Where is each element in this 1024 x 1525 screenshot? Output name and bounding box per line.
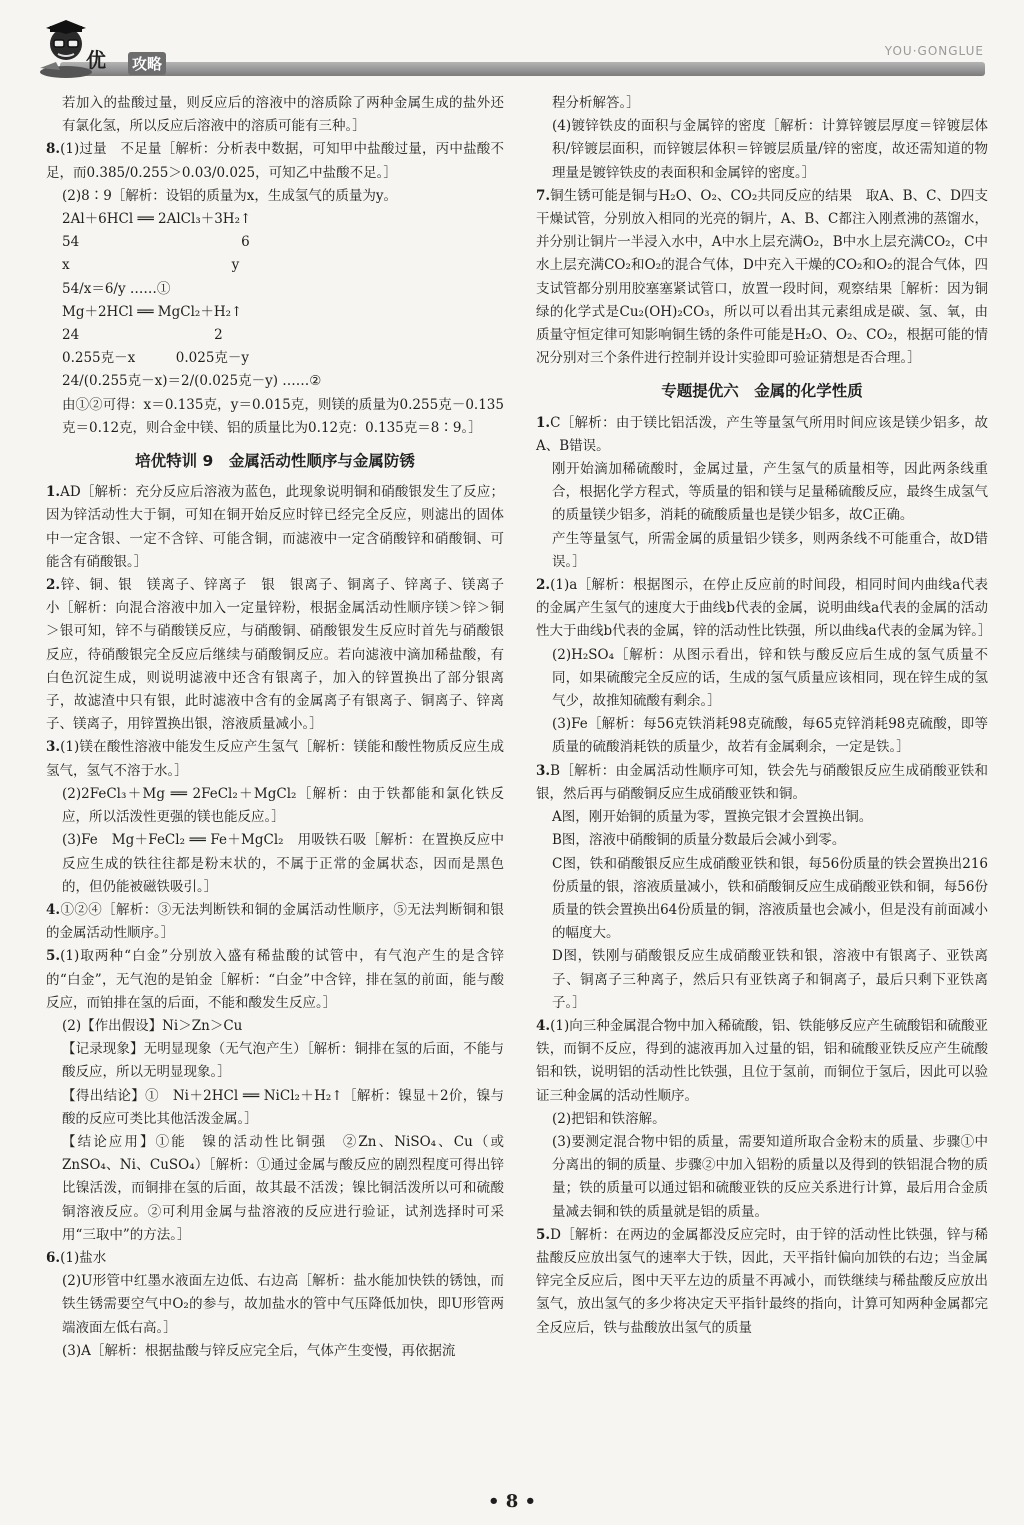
- right-column: [536, 92, 992, 1340]
- question-number: 5.: [536, 1226, 551, 1243]
- answer-paragraph: [46, 1015, 504, 1038]
- answer-text: (2)H₂SO₄［解析：从图示看出，锌和铁与酸反应后生成的氢气质量不同，如果硫酸完全反应的话，生成的氢气质量应该相同，现在锌生成的氢气少，故推知硫酸有剩余。］: [552, 646, 988, 710]
- answer-text: (2)把铝和铁溶解。: [552, 1110, 666, 1127]
- section-heading: 专题提优六 金属的化学性质: [661, 382, 863, 401]
- answer-paragraph: [46, 1131, 504, 1247]
- answer-text: (1)a［解析：根据图示，在停止反应前的时间段，相同时间内曲线a代表的金属产生氢气的速度大于曲线b代表的金属，说明曲线a代表的金属的活动性大于曲线b代表的金属，锌的活动性比铁强，所以曲线a代表的金属为锌。］: [536, 577, 992, 640]
- answer-paragraph: [46, 1340, 504, 1363]
- question-number: 4.: [46, 901, 61, 918]
- answer-paragraph: [46, 394, 504, 440]
- answer-paragraph: [536, 945, 988, 1015]
- answer-text: 【得出结论】① Ni＋2HCl ══ NiCl₂＋H₂↑［解析：镍显＋2价，镍与酸的反应可类比其他活泼金属。］: [62, 1087, 504, 1127]
- answer-paragraph: [536, 806, 988, 829]
- answer-text: B图，溶液中硝酸铜的质量分数最后会减小到零。: [552, 832, 846, 849]
- page-number: • 8 •: [487, 1491, 537, 1512]
- answer-paragraph: [46, 783, 504, 829]
- answer-text: (3)要测定混合物中铝的质量，需要知道所取合金粉末的质量、步骤①中分离出的铜的质量、步骤②中加入铝粉的质量以及得到的铁铝混合物的质量；铁的质量可以通过铝和硫酸亚铁的反应关系进行计算，最后用合金质量减去铜和铁的质量就是铝的质量。: [552, 1133, 988, 1220]
- answer-paragraph: [46, 899, 504, 945]
- answer-paragraph: [536, 1224, 988, 1340]
- answer-paragraph: [536, 1015, 988, 1108]
- answer-text: 刚开始滴加稀硫酸时，金属过量，产生氢气的质量相等，因此两条线重合，根据化学方程式，等质量的铝和镁与足量稀硫酸反应，最终生成氢气的质量镁少铝多，消耗的硫酸质量也是镁少铝多，故C正确。: [552, 461, 988, 524]
- answer-paragraph: [46, 92, 504, 138]
- answer-text: (3)A［解析：根据盐酸与锌反应完全后，气体产生变慢，再依据流: [62, 1342, 456, 1359]
- answer-text: 铜生锈可能是铜与H₂O、O₂、CO₂共同反应的结果 取A、B、C、D四支干燥试管，分别放入相同的光亮的铜片，A、B、C都注入刚煮沸的蒸馏水，并分别让铜片一半浸入水中，A中水上层充满O₂，B中水上层充满CO₂，C中水上层充满CO₂和O₂的混合气体，D中充入干燥的CO₂和O₂的混合气体，四支试管都分别用胶塞塞紧试管口，放置一段时间，观察结果［解析：因为铜绿的化学式是Cu₂(OH)₂CO₃，所以可以看出其元素组成是碳、氢、氧，由质量守恒定律可知影响铜生锈的条件可能是H₂O、O₂、CO₂，根据可能的情况分别对三个条件进行控制并设计实验即可验证猜想是否合理。］: [536, 187, 988, 367]
- answer-paragraph: [46, 574, 518, 736]
- answer-text: (3)Fe Mg＋FeCl₂ ══ Fe＋MgCl₂ 用吸铁石吸［解析：在置换反应中反应生成的铁往往都是粉末状的，不属于正常的金属状态，因而是黑色的，但仍能被磁铁吸引。］: [62, 832, 504, 895]
- answer-paragraph: [46, 278, 504, 301]
- answer-text: 程分析解答。］: [552, 95, 640, 111]
- answer-text: 54/x＝6/y ……①: [62, 280, 171, 297]
- answer-text: (4)镀锌铁皮的面积与金属锌的密度［解析：计算锌镀层厚度＝锌镀层体积/锌镀层面积，而锌镀层体积＝锌镀层质量/锌的密度，故还需知道的物理量是镀锌铁皮的表面积和金属锌的密度。］: [552, 118, 988, 181]
- answer-text: (1)镁在酸性溶液中能发生反应产生氢气［解析：镁能和酸性物质反应生成氢气，氢气不溶于水。］: [46, 739, 504, 779]
- answer-text: D［解析：在两边的金属都没反应完时，由于锌的活动性比铁强，锌与稀盐酸反应放出氢气的速率大于铁，因此，天平指针偏向加铁的右边；当金属锌完全反应后，图中天平左边的质量不再减小，而铁继续与稀盐酸反应放出氢气，放出氢气的多少将决定天平指针最终的指向，计算可知两种金属都完全反应后，铁与盐酸放出氢气的质量: [536, 1226, 988, 1336]
- answer-text: 2Al＋6HCl ══ 2AlCl₃＋3H₂↑: [62, 211, 252, 228]
- answer-paragraph: [46, 324, 504, 347]
- answer-text: 0.255克－x 0.025克－y: [62, 350, 250, 367]
- answer-paragraph: [536, 1108, 988, 1131]
- answer-text: (3)Fe［解析：每56克铁消耗98克硫酸，每65克锌消耗98克硫酸，即等质量的硫酸消耗铁的质量少，故若有金属剩余，一定是铁。］: [552, 716, 988, 756]
- answer-text: 24/(0.255克－x)＝2/(0.025克－y) ……②: [62, 373, 322, 390]
- answer-paragraph: [536, 644, 988, 714]
- answer-paragraph: [536, 528, 988, 574]
- answer-paragraph: [536, 412, 988, 458]
- answer-text: AD［解析：充分反应后溶液为蓝色，此现象说明铜和硝酸银发生了反应；因为锌活动性大于铜，可知在铜开始反应时锌已经完全反应，则滤出的固体中一定含银、一定不含锌、可能含铜，而滤液中一定含硝酸锌和硝酸铜、可能含有硝酸银。］: [46, 484, 504, 570]
- answer-paragraph: [46, 1085, 504, 1131]
- answer-paragraph: [536, 760, 988, 806]
- answer-text: (2)8∶9［解析：设铝的质量为x，生成氢气的质量为y。: [62, 187, 398, 204]
- answer-paragraph: [46, 481, 504, 574]
- answer-paragraph: [46, 301, 504, 324]
- answer-text: 【记录现象】无明显现象（无气泡产生）［解析：铜排在氢的后面，不能与酸反应，所以无明显现象。］: [62, 1041, 504, 1081]
- answer-paragraph: [46, 829, 504, 899]
- answer-paragraph: [536, 713, 988, 759]
- answer-paragraph: [46, 208, 504, 231]
- question-number: 5.: [46, 948, 61, 965]
- answer-text: (2)【作出假设】Ni＞Zn＞Cu: [62, 1017, 243, 1034]
- answer-paragraph: [46, 254, 504, 277]
- answer-text: (2)2FeCl₃＋Mg ══ 2FeCl₂＋MgCl₂［解析：由于铁都能和氯化铁反应，所以活泼性更强的镁也能反应。］: [62, 785, 504, 826]
- answer-paragraph: [536, 185, 988, 371]
- answer-text: A图，刚开始铜的质量为零，置换完银才会置换出铜。: [552, 809, 873, 826]
- answer-text: x y: [62, 257, 240, 274]
- question-number: 2.: [46, 577, 61, 594]
- answer-paragraph: [46, 138, 504, 184]
- question-number: 3.: [536, 762, 551, 779]
- answer-paragraph: [46, 945, 504, 1015]
- answer-paragraph: [46, 1270, 504, 1340]
- question-number: 1.: [536, 414, 551, 431]
- answer-paragraph: [46, 1247, 504, 1270]
- question-number: 7.: [536, 187, 551, 204]
- answer-text: 【结论应用】①能 镍的活动性比铜强 ②Zn、NiSO₄、Cu（或ZnSO₄、Ni、CuSO₄）［解析：①通过金属与酸反应的剧烈程度可得出锌比镍活泼，而铜排在氢的后面，故其最不活泼；镍比铜活泼所以可和硫酸铜溶液反应。②可利用金属与盐溶液的反应进行验证，试剂选择时可采用“三取中”的方法。］: [62, 1133, 504, 1243]
- logo-main-text: 优: [86, 48, 107, 72]
- answer-text: 由①②可得：x＝0.135克，y＝0.015克，则镁的质量为0.255克－0.135克＝0.12克，则合金中镁、铝的质量比为0.12克：0.135克＝8∶9。］: [62, 396, 504, 436]
- answer-text: 锌、铜、银 镁离子、锌离子 银 银离子、铜离子、锌离子、镁离子 小［解析：向混合溶液中加入一定量锌粉，根据金属活动性顺序镁＞锌＞铜＞银可知，锌不与硝酸镁反应，与硝酸铜、硝酸银发生反应时首先与硝酸银反应，待硝酸银完全反应后继续与硝酸铜反应。若向滤液中滴加稀盐酸，有白色沉淀生成，则说明滤液中还含有银离子，加入的锌置换出了部分银离子，故滤渣中只有银，此时滤液中含有的金属离子有银离子、铜离子、锌离子、镁离子，用锌置换出银，溶液质量减小。］: [46, 577, 518, 733]
- answer-text: D图，铁刚与硝酸银反应生成硝酸亚铁和银，溶液中有银离子、亚铁离子、铜离子三种离子，然后只有亚铁离子和铜离子，最后只剩下亚铁离子。］: [552, 948, 988, 1011]
- answer-paragraph: [536, 1131, 988, 1224]
- answer-text: C图，铁和硝酸银反应生成硝酸亚铁和银，每56份质量的铁会置换出216份质量的银，溶液质量减小，铁和硝酸铜反应生成硝酸亚铁和铜，每56份质量的铁会置换出64份质量的铜，溶液质量也会减小，但是没有前面减小的幅度大。: [552, 855, 988, 942]
- question-number: 6.: [46, 1249, 61, 1266]
- header-band: [60, 62, 985, 76]
- answer-text: (1)取两种“白金”分别放入盛有稀盐酸的试管中，有气泡产生的是含锌的“白金”，无气泡的是铂金［解析：“白金”中含锌，排在氢的前面，能与酸反应，而铂排在氢的后面，不能和酸发生反应。］: [46, 948, 504, 1011]
- section-heading: 培优特训 9 金属活动性顺序与金属防锈: [135, 452, 415, 471]
- answer-paragraph: [536, 574, 992, 644]
- answer-text: 24 2: [62, 327, 223, 344]
- answer-paragraph: [46, 231, 504, 254]
- answer-text: Mg＋2HCl ══ MgCl₂＋H₂↑: [62, 303, 243, 320]
- page-header: [0, 0, 1024, 90]
- answer-paragraph: [536, 115, 988, 185]
- question-number: 1.: [46, 484, 61, 501]
- answer-paragraph: [46, 370, 504, 393]
- answer-paragraph: [536, 853, 988, 946]
- question-number: 3.: [46, 739, 61, 756]
- answer-paragraph: [46, 736, 504, 782]
- answer-paragraph: [46, 1038, 504, 1084]
- answer-paragraph: [46, 347, 504, 370]
- answer-paragraph: [536, 829, 988, 852]
- answer-paragraph: [536, 458, 988, 528]
- answer-text: B［解析：由金属活动性顺序可知，铁会先与硝酸银反应生成硝酸亚铁和银，然后再与硝酸铜反应生成硝酸亚铁和铜。: [536, 762, 988, 802]
- answer-paragraph: [46, 185, 504, 208]
- brand-text: YOU·GONGLUE: [884, 44, 984, 58]
- answer-text: (1)向三种金属混合物中加入稀硫酸，铝、铁能够反应产生硫酸铝和硫酸亚铁，而铜不反应，得到的滤液再加入过量的铝，铝和硫酸亚铁反应产生硫酸铝和铁，说明铝的活动性比铁强，且位于氢前，而铜位于氢后，因此可以验证三种金属的活动性顺序。: [536, 1017, 988, 1104]
- answer-text: (2)U形管中红墨水液面左边低、右边高［解析：盐水能加快铁的锈蚀，而铁生锈需要空气中O₂的参与，故加盐水的管中气压降低加快，即U形管两端液面左低右高。］: [62, 1273, 504, 1336]
- question-number: 8.: [46, 141, 61, 158]
- logo-sub-text: 攻略: [128, 52, 166, 75]
- answer-text: 产生等量氢气，所需金属的质量铝少镁多，则两条线不可能重合，故D错误。］: [552, 530, 988, 570]
- answer-text: (1)盐水: [60, 1249, 107, 1266]
- answer-text: C［解析：由于镁比铝活泼，产生等量氢气所用时间应该是镁少铝多，故A、B错误。: [536, 414, 988, 454]
- answer-text: 若加入的盐酸过量，则反应后的溶液中的溶质除了两种金属生成的盐外还有氯化氢，所以反应后溶液中的溶质可能有三种。］: [62, 95, 504, 135]
- answer-text: 54 6: [62, 234, 250, 251]
- answer-text: (1)过量 不足量［解析：分析表中数据，可知甲中盐酸过量，丙中盐酸不足，而0.385/0.255＞0.03/0.025，可知乙中盐酸不足。］: [46, 141, 504, 181]
- answer-text: ①②④［解析：③无法判断铁和铜的金属活动性顺序，⑤无法判断铜和银的金属活动性顺序。］: [46, 901, 504, 942]
- left-column: [46, 92, 518, 1363]
- answer-paragraph: [536, 92, 988, 115]
- question-number: 4.: [536, 1017, 551, 1034]
- question-number: 2.: [536, 577, 551, 594]
